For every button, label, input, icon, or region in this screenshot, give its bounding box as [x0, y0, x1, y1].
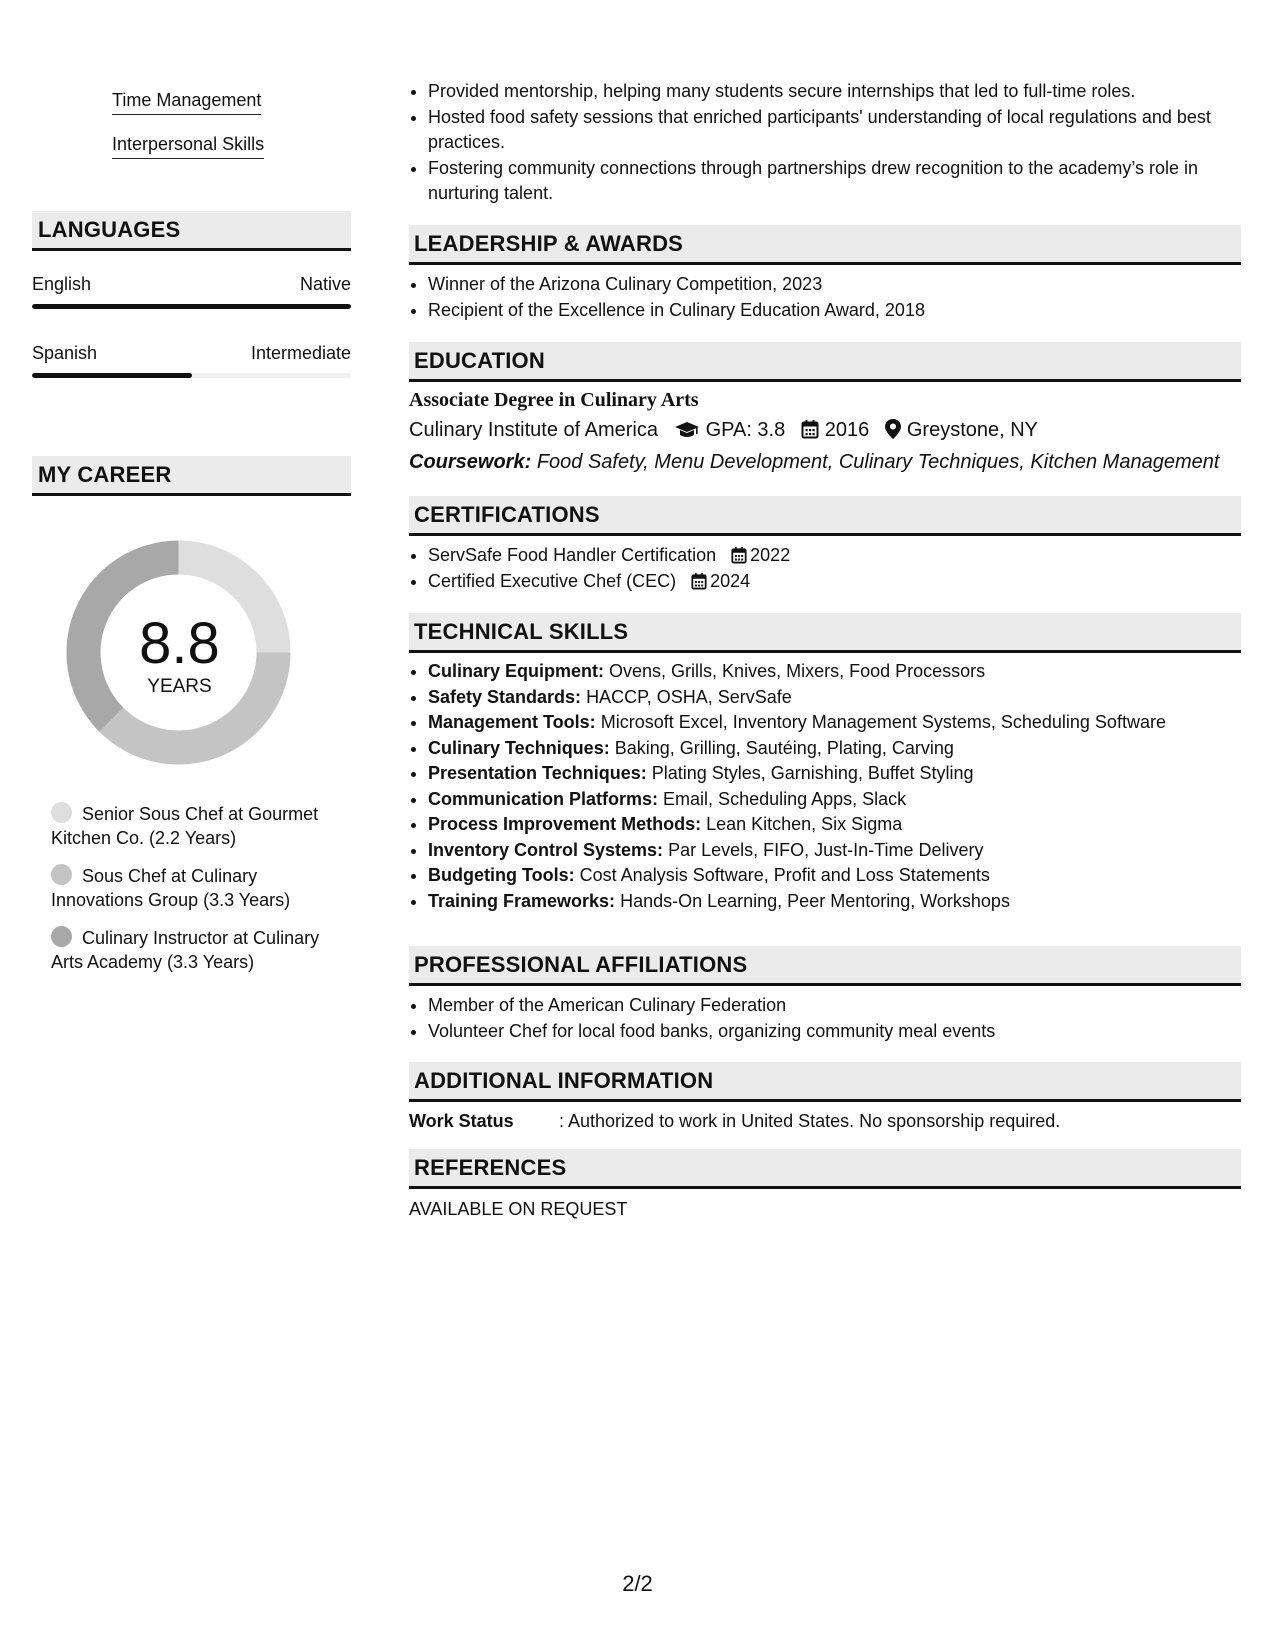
skill-category: Communication Platforms: — [428, 788, 659, 809]
skill-category: Budgeting Tools: — [428, 865, 575, 885]
skill-item: Interpersonal Skills — [112, 132, 264, 159]
education-title: EDUCATION — [414, 348, 545, 373]
awards-list — [409, 272, 1241, 323]
skill-values: Cost Analysis Software, Profit and Loss Statements — [579, 865, 990, 885]
skill-category: Inventory Control Systems: — [428, 839, 664, 860]
language-level: Intermediate — [250, 343, 351, 363]
page-number: 2/2 — [622, 1571, 653, 1596]
calendar-icon — [801, 419, 819, 439]
certification-name: ServSafe Food Handler Certification — [428, 545, 717, 565]
education-school: Culinary Institute of America — [409, 419, 658, 441]
career-item-text: Sous Chef at Culinary Innovations Group (3.3 Years) — [51, 866, 291, 910]
skill-category: Culinary Techniques: — [428, 737, 610, 758]
certification-item — [428, 569, 1241, 595]
skill-values: Lean Kitchen, Six Sigma — [706, 814, 903, 834]
affiliations-list — [409, 993, 1241, 1044]
career-item-text: Culinary Instructor at Culinary Arts Academy (3.3 Years) — [51, 928, 320, 972]
language-level: Native — [299, 274, 351, 294]
technical-skill-item — [428, 736, 1241, 762]
education-coursework — [409, 451, 1219, 474]
education-year: 2016 — [824, 419, 870, 441]
technical-skill-item — [428, 710, 1241, 736]
technical-skill-item — [428, 889, 1241, 915]
certifications-title: CERTIFICATIONS — [414, 502, 600, 527]
affiliation-item: • Member of the American Culinary Federation — [428, 993, 1241, 1019]
career-dot — [51, 802, 72, 823]
technical-skill-item — [428, 838, 1241, 864]
skill-category: Presentation Techniques: — [428, 763, 647, 783]
technical-skills-title: TECHNICAL SKILLS — [414, 619, 629, 644]
technical-skill-item — [428, 787, 1241, 813]
skill-category: Culinary Equipment: — [428, 661, 605, 681]
certification-item — [428, 543, 1241, 569]
career-item — [51, 864, 341, 912]
affiliation-item: • Volunteer Chef for local food banks, organizing community meal events — [428, 1019, 1241, 1045]
education-degree: Associate Degree in Culinary Arts — [409, 389, 699, 411]
career-item — [51, 802, 341, 850]
technical-skill-item — [428, 863, 1241, 889]
education-details — [409, 419, 1038, 442]
experience-bullet: • Fostering community connections through partnerships drew recognition to the academy’s role in nurturing talent. — [428, 156, 1241, 207]
career-title: MY CAREER — [38, 462, 172, 487]
calendar-icon — [691, 572, 707, 590]
work-status-label: Work Status — [409, 1111, 514, 1131]
education-location: Greystone, NY — [906, 419, 1039, 441]
coursework-label: Coursework: — [409, 451, 532, 473]
career-dot — [51, 864, 72, 885]
career-years-label: YEARS — [147, 676, 212, 697]
language-name: English — [32, 274, 92, 294]
career-header — [32, 456, 351, 496]
additional-info-title: ADDITIONAL INFORMATION — [414, 1068, 714, 1093]
skill-category: Process Improvement Methods: — [428, 814, 702, 834]
work-status-value: : Authorized to work in United States. No sponsorship required. — [559, 1111, 1061, 1131]
affiliations-title: PROFESSIONAL AFFILIATIONS — [414, 952, 748, 977]
language-bar-fill — [32, 304, 351, 309]
affiliations-header — [409, 946, 1241, 986]
language-name: Spanish — [32, 343, 98, 363]
experience-bullet: • Provided mentorship, helping many students secure internships that led to full-time roles. — [428, 79, 1241, 105]
calendar-icon — [731, 546, 747, 564]
skill-values: Baking, Grilling, Sautéing, Plating, Carving — [614, 737, 954, 758]
award-item: • Winner of the Arizona Culinary Competition, 2023 — [428, 272, 1241, 298]
skill-values: Ovens, Grills, Knives, Mixers, Food Processors — [609, 661, 986, 681]
certification-year: 2022 — [750, 545, 791, 565]
references-text: AVAILABLE ON REQUEST — [409, 1199, 628, 1219]
career-item — [51, 926, 341, 974]
career-total-years: 8.8 — [139, 611, 220, 676]
language-bar-fill — [32, 373, 192, 378]
skill-values: HACCP, OSHA, ServSafe — [586, 686, 792, 707]
coursework-value: Food Safety, Menu Development, Culinary Techniques, Kitchen Management — [536, 451, 1220, 473]
location-pin-icon — [885, 419, 901, 439]
skill-item: Time Management — [112, 88, 261, 115]
skill-values: Par Levels, FIFO, Just-In-Time Delivery — [668, 839, 984, 860]
skill-values: Microsoft Excel, Inventory Management Systems, Scheduling Software — [600, 712, 1166, 732]
graduation-cap-icon — [674, 421, 700, 439]
references-title: REFERENCES — [414, 1155, 567, 1180]
awards-title: LEADERSHIP & AWARDS — [414, 231, 684, 256]
references-header — [409, 1149, 1241, 1189]
additional-info-header — [409, 1062, 1241, 1102]
skill-values: Email, Scheduling Apps, Slack — [663, 788, 907, 809]
technical-skill-item — [428, 761, 1241, 787]
career-item-text: Senior Sous Chef at Gourmet Kitchen Co. (2.2 Years) — [51, 804, 319, 848]
language-bar — [32, 373, 351, 378]
technical-skills-list — [409, 659, 1241, 914]
education-header — [409, 342, 1241, 382]
education-gpa: GPA: 3.8 — [705, 419, 786, 441]
certification-year: 2024 — [710, 570, 751, 591]
certification-name: Certified Executive Chef (CEC) — [428, 570, 677, 591]
skill-category: Management Tools: — [428, 712, 596, 732]
languages-header — [32, 211, 351, 251]
work-status-row — [409, 1111, 1060, 1132]
skill-values: Plating Styles, Garnishing, Buffet Styling — [651, 763, 974, 783]
experience-bullets — [409, 79, 1241, 207]
certifications-header — [409, 496, 1241, 536]
technical-skill-item — [428, 659, 1241, 685]
technical-skill-item — [428, 685, 1241, 711]
career-dot — [51, 926, 72, 947]
skill-category: Safety Standards: — [428, 686, 582, 707]
technical-skill-item — [428, 812, 1241, 838]
experience-bullet: • Hosted food safety sessions that enriched participants' understanding of local regulations and best practices. — [428, 105, 1241, 156]
certifications-list — [409, 543, 1241, 594]
languages-title: LANGUAGES — [38, 217, 181, 242]
skill-values: Hands-On Learning, Peer Mentoring, Workshops — [620, 890, 1010, 911]
technical-skills-header — [409, 613, 1241, 653]
award-item: • Recipient of the Excellence in Culinary Education Award, 2018 — [428, 298, 1241, 324]
skill-category: Training Frameworks: — [428, 890, 616, 911]
language-bar — [32, 304, 351, 309]
awards-header — [409, 225, 1241, 265]
